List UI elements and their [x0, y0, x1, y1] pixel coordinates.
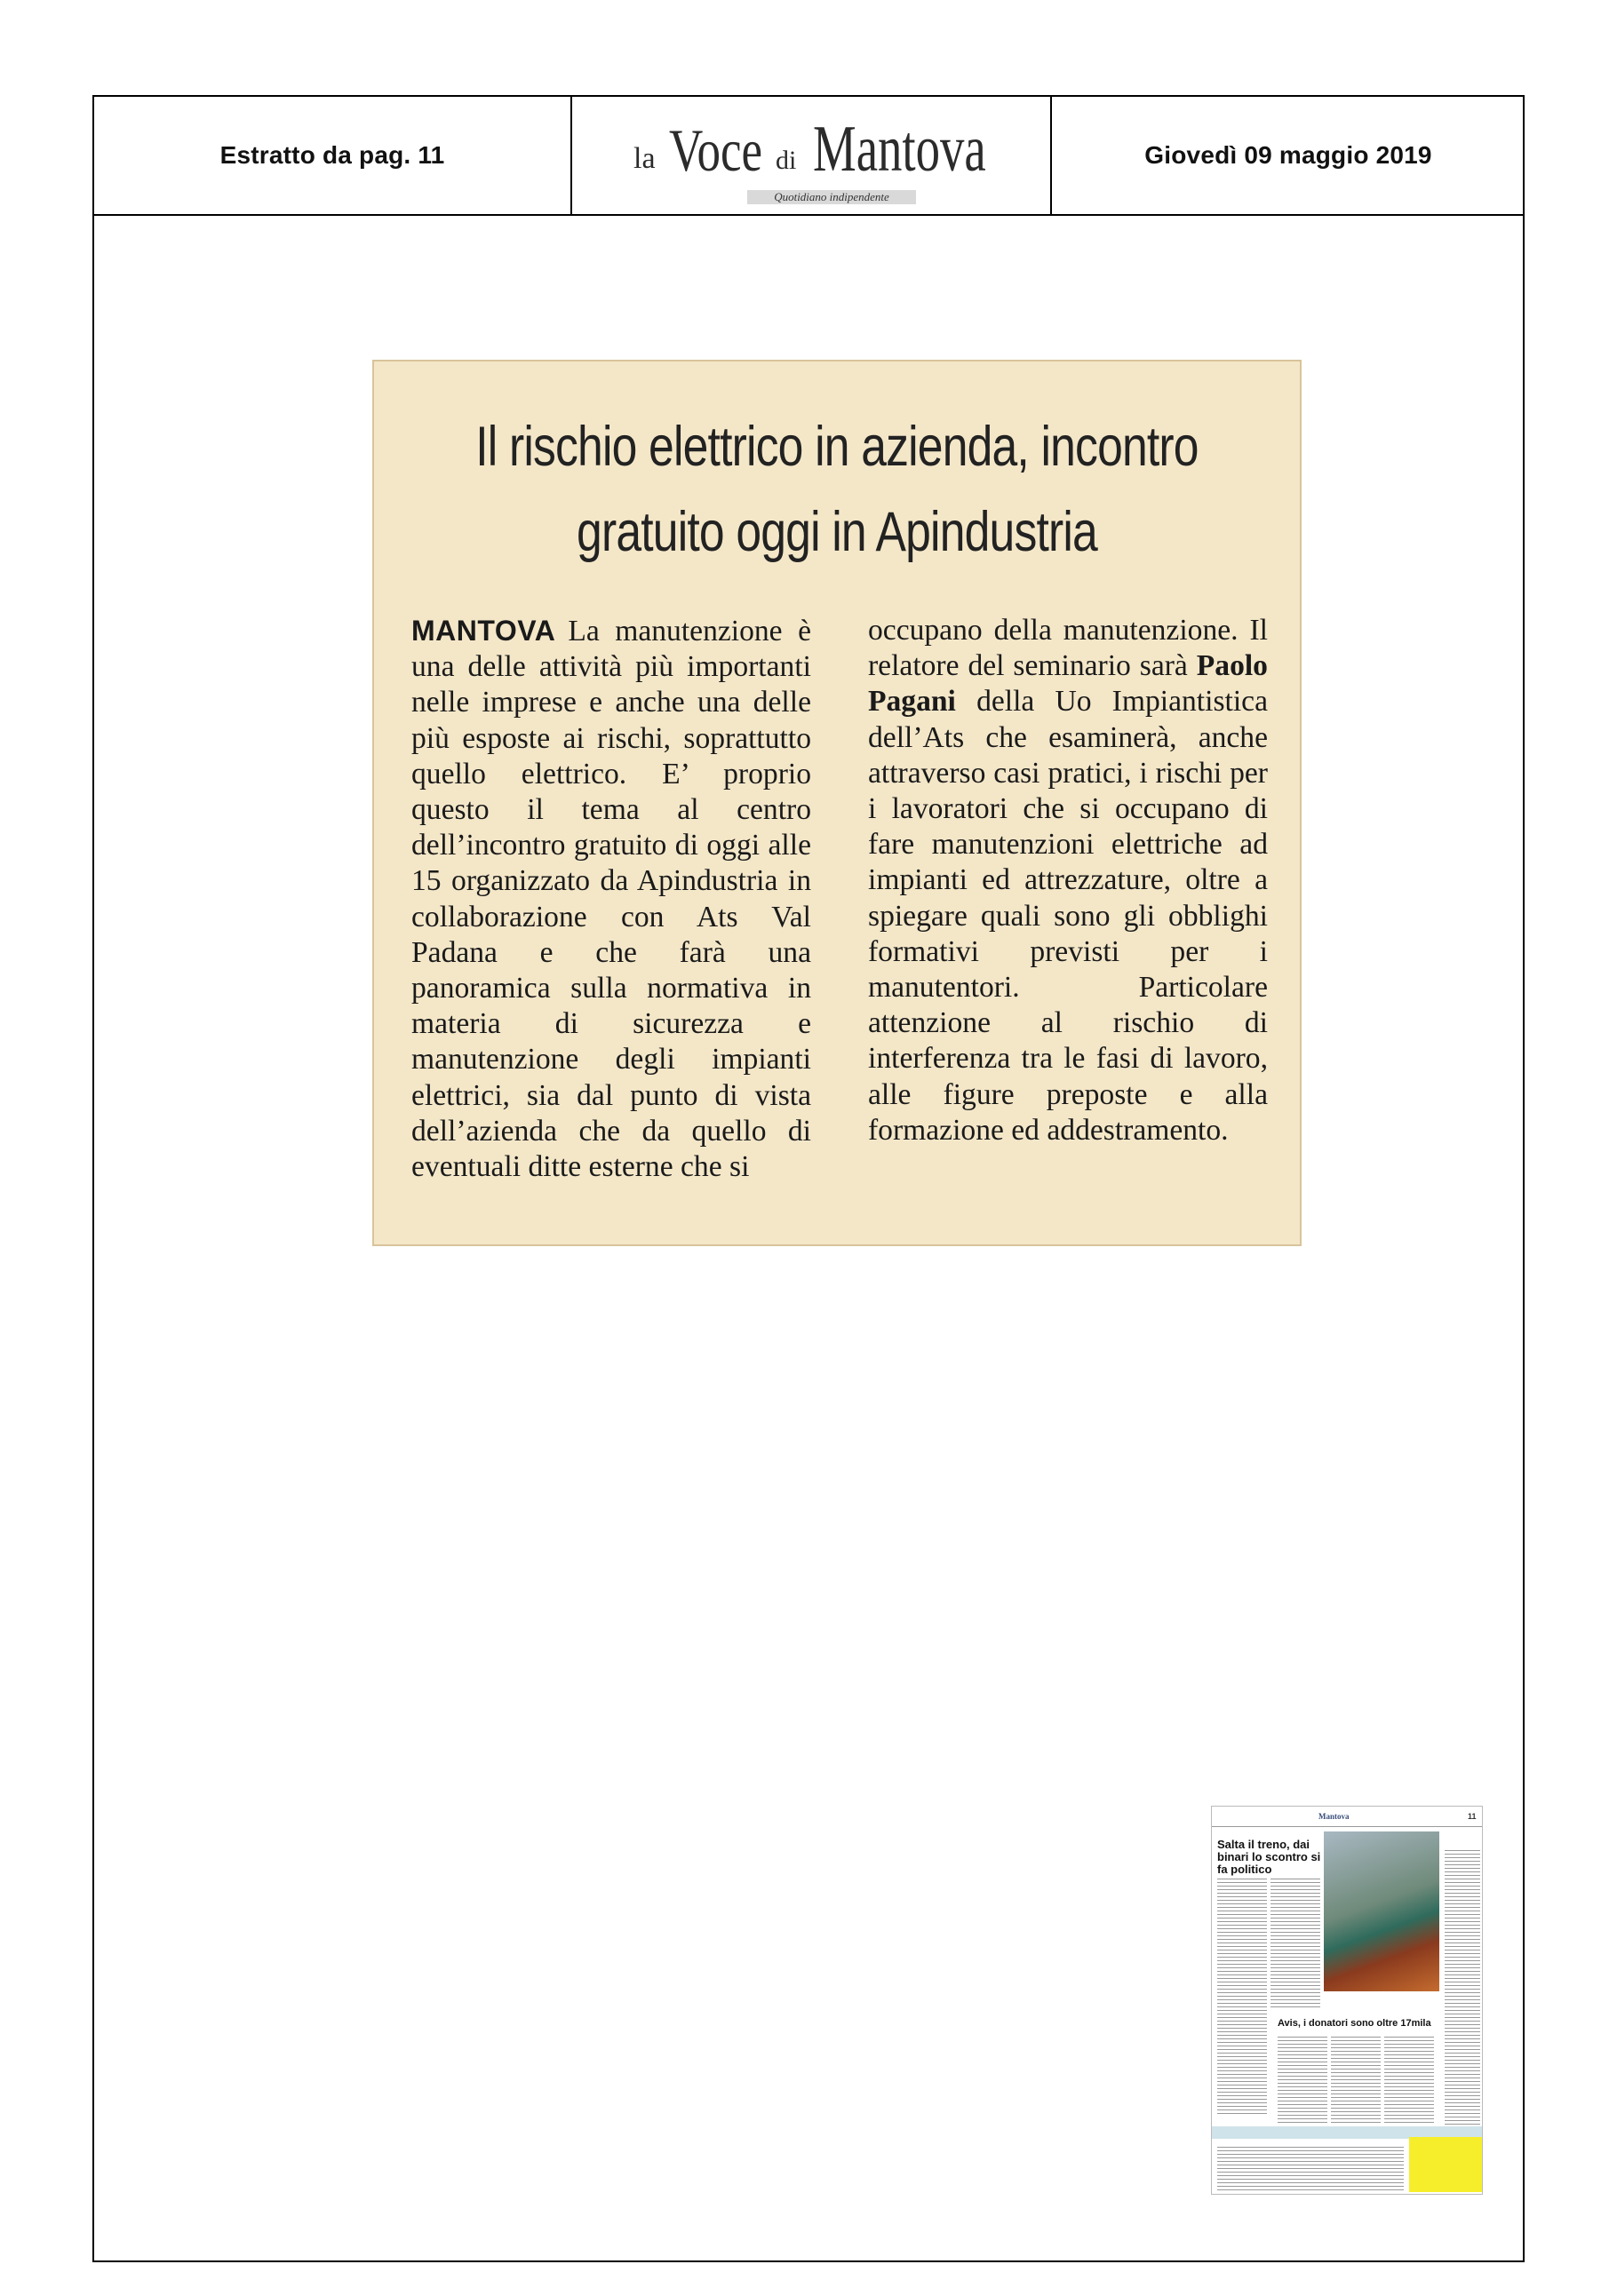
masthead-cell: [572, 97, 1052, 214]
column-2-text-b: della Uo Impiantistica dell’Ats che esaminerà, anche attraverso casi pratici, i rischi per i lavoratori che si occupano di fare manutenzioni elettriche ad impianti ed attrezzature, oltre a spiegare quali sono gli obblighi formativi previsti per i manutentori. Particolare attenzione al rischio di interferenza tra le fasi di lavoro, alle figure preposte e alla formazione ed addestramento.: [868, 685, 1268, 1147]
article-column-2: [868, 613, 1268, 1148]
thumbnail-text-col-2: [1270, 1876, 1320, 2009]
logo-di: di: [776, 146, 797, 175]
logo-mantova: Mantova: [813, 113, 986, 186]
logo-voce: Voce: [669, 116, 763, 184]
thumbnail-topbar: [1212, 1807, 1482, 1827]
thumbnail-headline: Salta il treno, dai binari lo scontro si fa politico: [1217, 1838, 1321, 1876]
thumbnail-text-col-6: [1384, 2034, 1434, 2123]
column-1-text: La manutenzione è una delle attività più importanti nelle imprese e anche una delle più esposte ai rischi, soprattutto quello elettrico. E’ proprio questo il tema al centro dell’incontro gratuito di oggi alle 15 organizzato da Apindustria in collaborazione con Ats Val Padana e che farà una panoramica sulla normativa in materia di sicurezza e manutenzione degli impianti elettrici, sia dal punto di vista dell’azienda che da quello di eventuali ditte esterne che si: [411, 615, 811, 1184]
thumbnail-text-col-3: [1445, 1847, 1480, 2149]
thumbnail-train-photo: [1324, 1831, 1439, 1991]
publication-date: Giovedì 09 maggio 2019: [1144, 141, 1432, 169]
article-headline: [458, 404, 1216, 575]
date-cell: [1052, 97, 1525, 214]
headline-line-2: gratuito oggi in Apindustria: [577, 501, 1097, 563]
logo-la: la: [633, 142, 656, 175]
thumbnail-text-col-1: [1217, 1876, 1267, 2116]
article-box: [372, 360, 1302, 1246]
thumbnail-right-column: [1445, 1830, 1480, 2158]
extract-cell: [94, 97, 572, 214]
thumbnail-page-number: 11: [1468, 1812, 1477, 1821]
thumbnail-text-col-5: [1331, 2034, 1381, 2123]
thumbnail-subhead: Avis, i donatori sono oltre 17mila: [1278, 2018, 1431, 2029]
logo-subtitle: Quotidiano indipendente: [747, 190, 916, 204]
article-column-1: [411, 613, 811, 1185]
clipping-header: [94, 97, 1523, 216]
thumbnail-highlighted-article: [1409, 2137, 1482, 2192]
thumbnail-text-bottom: [1217, 2144, 1404, 2190]
column-2-text-a: occupano della manutenzione. Il relatore del seminario sarà: [868, 614, 1268, 683]
newspaper-logo: [625, 107, 998, 204]
speaker-name: Paolo Pagani: [868, 649, 1268, 719]
extract-page-label: Estratto da pag. 11: [219, 141, 445, 169]
thumbnail-section: Mantova: [1318, 1812, 1350, 1821]
article-kicker: MANTOVA: [411, 615, 556, 647]
page-thumbnail: [1211, 1806, 1483, 2195]
thumbnail-text-col-4: [1278, 2034, 1327, 2123]
headline-line-1: Il rischio elettrico in azienda, incontro: [475, 416, 1199, 478]
